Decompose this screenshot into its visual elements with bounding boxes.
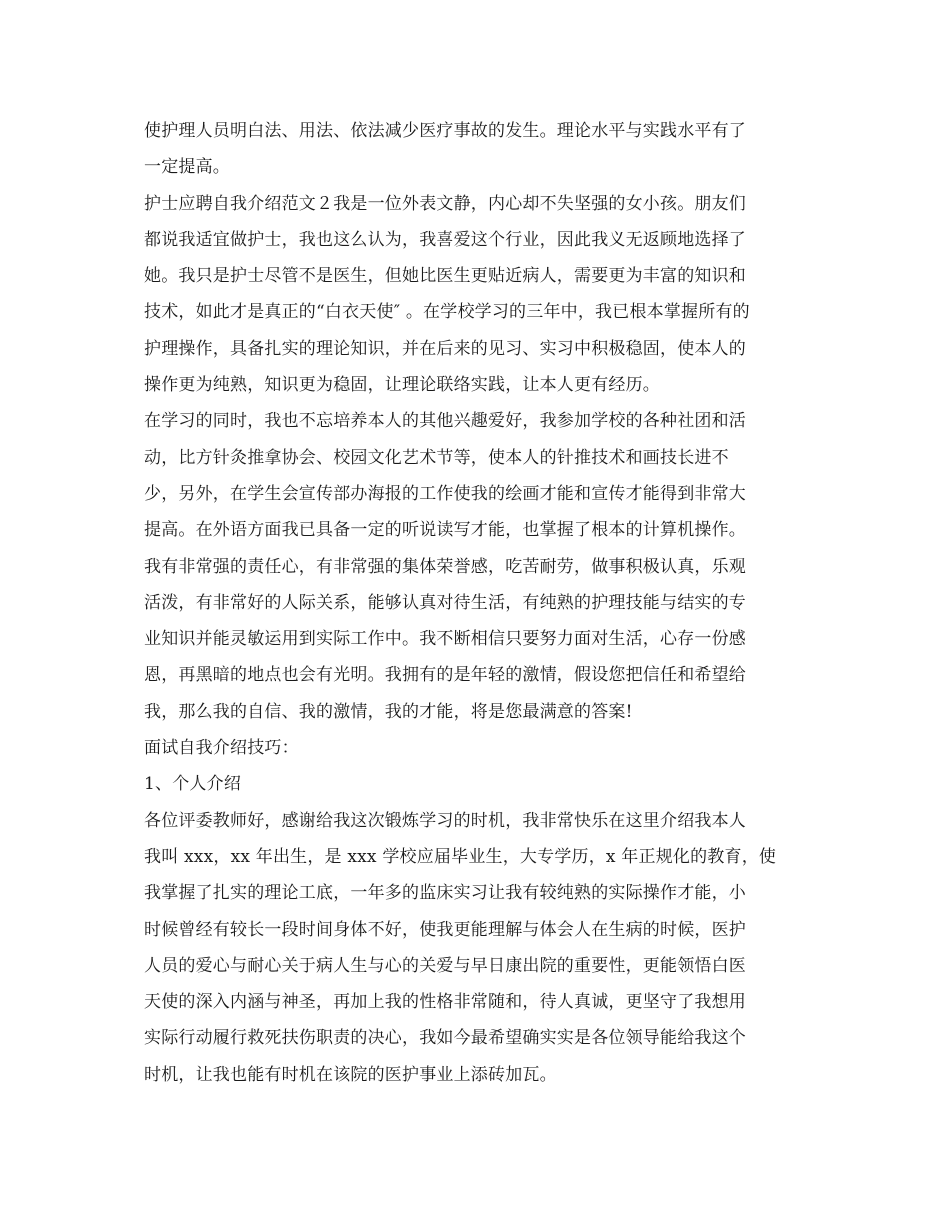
text-line: 恩，再黑暗的地点也会有光明。我拥有的是年轻的激情，假设您把信任和希望给 [144,665,746,686]
section-heading: 面试自我介绍技巧： [144,738,299,759]
text-line: 活泼，有非常好的人际关系，能够认真对待生活，有纯熟的护理技能与结实的专 [144,592,746,613]
text-line: 操作更为纯熟，知识更为稳固，让理论联络实践，让本人更有经历。 [144,375,660,396]
text-line: 动，比方针灸推拿协会、校园文化艺术节等，使本人的针推技术和画技长进不 [144,447,729,468]
text-line: 实际行动履行救死扶伤职责的决心，我如今最希望确实实是各位领导能给我这个 [144,1028,746,1049]
text-line: 时候曾经有较长一段时间身体不好，使我更能理解与体会人在生病的时候，医护 [144,919,746,940]
text-line: 天使的深入内涵与神圣，再加上我的性格非常随和，待人真诚，更坚守了我想用 [144,992,746,1013]
text-line: 我叫 xxx，xx 年出生，是 xxx 学校应届毕业生，大专学历，x 年正规化的教育，使 [144,846,777,867]
text-line: 我，那么我的自信、我的激情，我的才能，将是您最满意的答案! [144,701,633,722]
text-line: 技术，如此才是真正的“白衣天使″ 。在学校学习的三年中，我已根本掌握所有的 [144,302,750,323]
text-line: 在学习的同时，我也不忘培养本人的其他兴趣爱好，我参加学校的各种社团和活 [144,411,746,432]
text-line: 各位评委教师好，感谢给我这次锻炼学习的时机，我非常快乐在这里介绍我本人 [144,810,746,831]
document-body [144,113,824,1093]
text-line: 我掌握了扎实的理论工底，一年多的监床实习让我有较纯熟的实际操作才能，小 [144,883,746,904]
text-line: 业知识并能灵敏运用到实际工作中。我不断相信只要努力面对生活，心存一份感 [144,629,746,650]
text-line: 时机，让我也能有时机在该院的医护事业上添砖加瓦。 [144,1064,557,1085]
text-line: 一定提高。 [144,157,230,178]
text-line: 我有非常强的责任心，有非常强的集体荣誉感，吃苦耐劳，做事积极认真，乐观 [144,556,746,577]
text-line: 她。我只是护士尽管不是医生，但她比医生更贴近病人，需要更为丰富的知识和 [144,266,746,287]
text-line: 护士应聘自我介绍范文２我是一位外表文静，内心却不失坚强的女小孩。朋友们 [144,193,746,214]
text-line: 使护理人员明白法、用法、依法减少医疗事故的发生。理论水平与实践水平有了 [144,121,746,141]
text-line: 人员的爱心与耐心关于病人生与心的关爱与早日康出院的重要性，更能领悟白医 [144,955,746,976]
text-line: 护理操作，具备扎实的理论知识，并在后来的见习、实习中积极稳固，使本人的 [144,338,746,359]
text-line: 少，另外，在学生会宣传部办海报的工作使我的绘画才能和宣传才能得到非常大 [144,483,746,504]
subsection-heading: 1、个人介绍 [144,774,242,795]
text-line: 提高。在外语方面我已具备一定的听说读写才能，也掌握了根本的计算机操作。 [144,520,746,541]
text-line: 都说我适宜做护士，我也这么认为，我喜爱这个行业，因此我义无返顾地选择了 [144,229,746,250]
